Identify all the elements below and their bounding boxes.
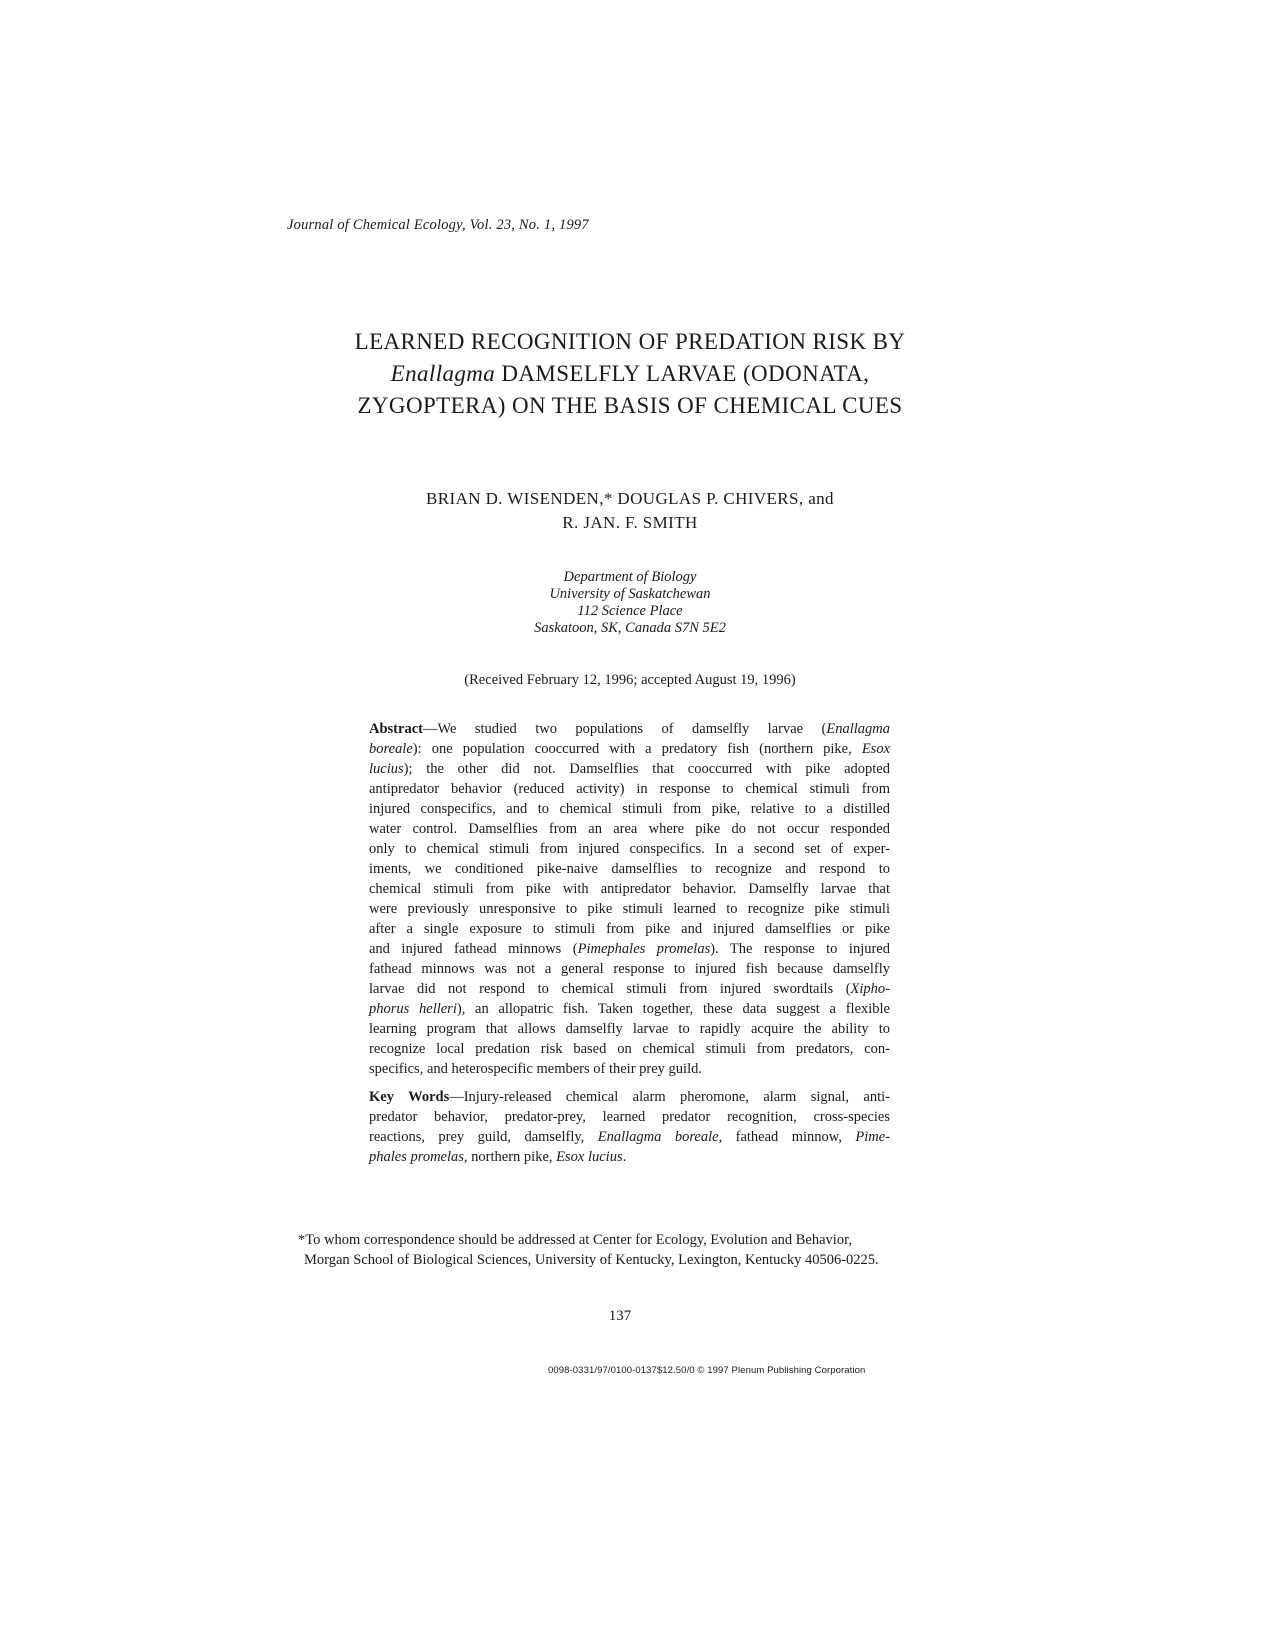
author-list <box>300 487 960 535</box>
abstract-line: learning program that allows damselfly larvae to rapidly acquire the ability to <box>369 1021 890 1037</box>
key-words <box>369 1087 890 1167</box>
abstract-line: injured conspecifics, and to chemical stimuli from pike, relative to a distilled <box>369 801 890 817</box>
keywords-line: Key Words—Injury-released chemical alarm pheromone, alarm signal, anti- <box>369 1089 890 1105</box>
abstract-line: specifics, and heterospecific members of their prey guild. <box>369 1061 702 1077</box>
abstract-line: antipredator behavior (reduced activity) in response to chemical stimuli from <box>369 781 890 797</box>
abstract-line: iments, we conditioned pike-naive damselflies to recognize and respond to <box>369 861 890 877</box>
keywords-label: Key Words <box>369 1089 450 1105</box>
journal-citation: Journal of Chemical Ecology, Vol. 23, No. 1, 1997 <box>287 217 589 233</box>
page-number: 137 <box>608 1308 632 1324</box>
affiliation <box>380 569 880 637</box>
author-line: R. JAN. F. SMITH <box>562 513 698 532</box>
title-text: DAMSELFLY LARVAE (ODONATA, <box>495 361 870 386</box>
affiliation-line: Saskatoon, SK, Canada S7N 5E2 <box>534 620 726 636</box>
abstract-line: lucius); the other did not. Damselflies that cooccurred with pike adopted <box>369 761 890 777</box>
keywords-line: phales promelas, northern pike, Esox lucius. <box>369 1149 627 1165</box>
title-line: LEARNED RECOGNITION OF PREDATION RISK BY <box>354 329 906 354</box>
footnote-line: *To whom correspondence should be addressed at Center for Ecology, Evolution and Behavior, <box>298 1232 852 1248</box>
abstract-line: phorus helleri), an allopatric fish. Taken together, these data suggest a flexible <box>369 1001 890 1017</box>
title-line: ZYGOPTERA) ON THE BASIS OF CHEMICAL CUES <box>357 393 903 418</box>
abstract-line: fathead minnows was not a general response to injured fish because damselfly <box>369 961 890 977</box>
abstract-line: only to chemical stimuli from injured conspecifics. In a second set of exper- <box>369 841 890 857</box>
abstract-line: recognize local predation risk based on chemical stimuli from predators, con- <box>369 1041 890 1057</box>
abstract <box>369 719 890 1079</box>
affiliation-line: University of Saskatchewan <box>549 586 711 602</box>
abstract-line: boreale): one population cooccurred with a predatory fish (northern pike, Esox <box>369 741 890 757</box>
correspondence-footnote <box>298 1230 970 1270</box>
abstract-label: Abstract <box>369 721 423 737</box>
affiliation-line: Department of Biology <box>563 569 697 585</box>
abstract-line: and injured fathead minnows (Pimephales promelas). The response to injured <box>369 941 890 957</box>
title-line <box>280 358 980 390</box>
article-title <box>280 326 980 422</box>
copyright-line: 0098-0331/97/0100-0137$12.50/0 © 1997 Plenum Publishing Corporation <box>548 1365 866 1376</box>
abstract-line: water control. Damselflies from an area where pike do not occur responded <box>369 821 890 837</box>
received-dates: (Received February 12, 1996; accepted August 19, 1996) <box>464 672 796 688</box>
keywords-line: reactions, prey guild, damselfly, Enallagma boreale, fathead minnow, Pime- <box>369 1129 890 1145</box>
abstract-line: larvae did not respond to chemical stimuli from injured swordtails (Xipho- <box>369 981 890 997</box>
abstract-line: Abstract—We studied two populations of damselfly larvae (Enallagma <box>369 721 890 737</box>
title-genus: Enallagma <box>390 361 496 386</box>
keywords-line: predator behavior, predator-prey, learned predator recognition, cross-species <box>369 1109 890 1125</box>
author-line: BRIAN D. WISENDEN,* DOUGLAS P. CHIVERS, and <box>426 489 834 508</box>
affiliation-line: 112 Science Place <box>577 603 683 619</box>
footnote-line: Morgan School of Biological Sciences, University of Kentucky, Lexington, Kentucky 40506-0225. <box>304 1252 879 1268</box>
abstract-line: after a single exposure to stimuli from pike and injured damselflies or pike <box>369 921 890 937</box>
abstract-line: chemical stimuli from pike with antipredator behavior. Damselfly larvae that <box>369 881 890 897</box>
abstract-line: were previously unresponsive to pike stimuli learned to recognize pike stimuli <box>369 901 890 917</box>
